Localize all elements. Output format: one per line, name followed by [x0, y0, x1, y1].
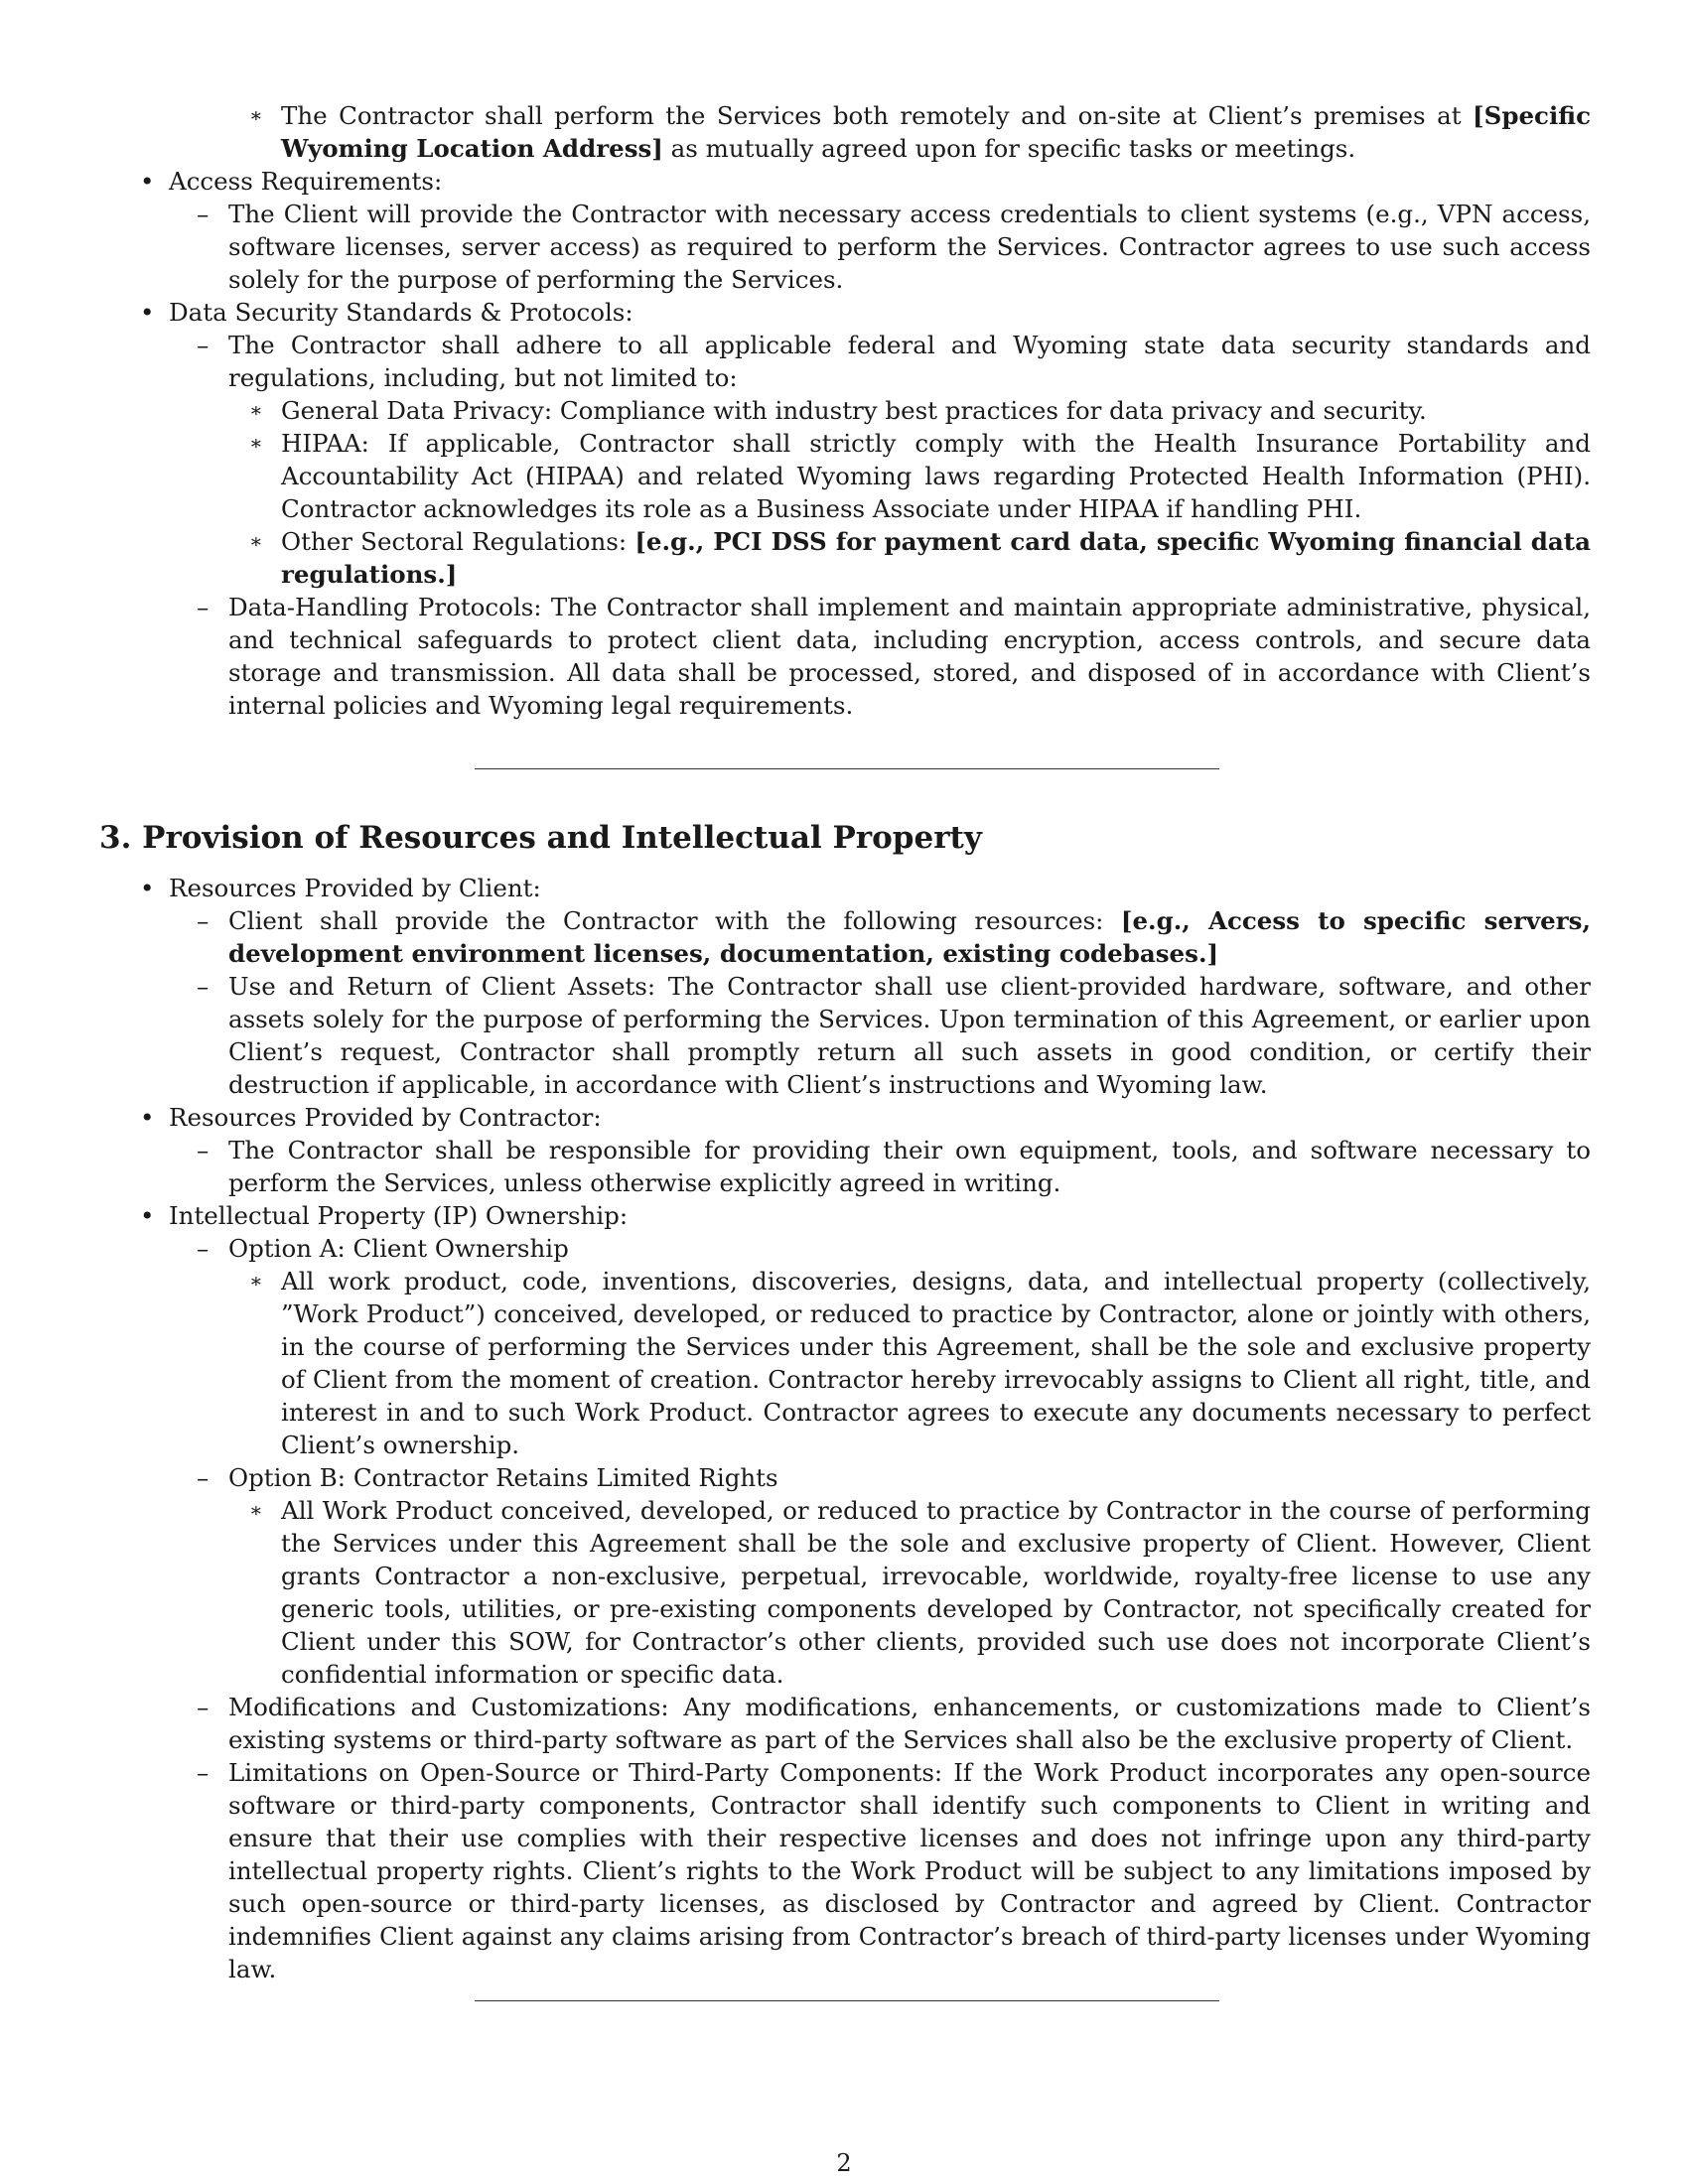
star-marker: ∗ [249, 1269, 263, 1293]
access-requirements-text: The Client will provide the Contractor with necessary access credentials to client systems (e.g., VPN access, software licenses, server access) as required to perform the Services. Contractor agrees to use such access solely for the purpose of performing the Services. [228, 200, 1591, 294]
star-marker: ∗ [249, 431, 263, 455]
dash-marker: – [197, 331, 210, 359]
ip-ownership-heading: Intellectual Property (IP) Ownership: [169, 1201, 629, 1230]
section-3-heading: 3. Provision of Resources and Intellectual Property [99, 820, 982, 856]
bullet-marker: • [140, 298, 155, 327]
dash-marker: – [197, 200, 210, 228]
dash-marker: – [197, 972, 210, 1001]
star-marker: ∗ [249, 529, 263, 553]
client-resources-placeholder: [e.g., Access to specific servers, development environment licenses, documentation, existing codebases.] [228, 906, 1591, 968]
general-privacy-text: General Data Privacy: Compliance with industry best practices for data privacy and security. [281, 396, 1427, 425]
bullet-marker: • [140, 1201, 155, 1230]
client-resources-heading: Resources Provided by Client: [169, 874, 541, 902]
hipaa-text: HIPAA: If applicable, Contractor shall strictly comply with the Health Insurance Portability and Accountability Act (HIPAA) and related Wyoming laws regarding Protected Health Information (PHI). Contractor acknowledges its role as a Business Associate under HIPAA if handling PHI. [281, 429, 1591, 523]
dash-marker: – [197, 1463, 210, 1492]
dash-marker: – [197, 593, 210, 621]
contractor-resources-heading: Resources Provided by Contractor: [169, 1103, 602, 1132]
dash-marker: – [197, 1136, 210, 1164]
option-a-text: All work product, code, inventions, discoveries, designs, data, and intellectual property (collectively, ”Work Product”) conceived, developed, or reduced to practice by Contractor, alone or jointly with others, in the course of performing the Services under this Agreement, shall be the sole and exclusive property of Client from the moment of creation. Contractor hereby irrevocably assigns to Client all right, title, and interest in and to such Work Product. Contractor agrees to execute any documents necessary to perfect Client’s ownership. [281, 1267, 1591, 1459]
data-security-text: The Contractor shall adhere to all applicable federal and Wyoming state data security standards and regulations, including, but not limited to: [228, 331, 1591, 392]
dash-marker: – [197, 1693, 210, 1721]
option-a-heading: Option A: Client Ownership [228, 1234, 569, 1263]
star-marker: ∗ [249, 103, 263, 127]
dash-marker: – [197, 1234, 210, 1263]
data-security-heading: Data Security Standards & Protocols: [169, 298, 633, 327]
client-resources-text: Client shall provide the Contractor with the following resources: [e.g., Access to specific servers, development environment licenses, documentation, existing codebases.] [228, 906, 1591, 968]
location-placeholder: [Specific Wyoming Location Address] [281, 101, 1591, 163]
access-requirements-heading: Access Requirements: [169, 167, 443, 196]
bullet-marker: • [140, 167, 155, 196]
bullet-marker: • [140, 874, 155, 902]
use-return-text: Use and Return of Client Assets: The Contractor shall use client-provided hardware, software, and other assets solely for the purpose of performing the Services. Upon termination of this Agreement, or earlier upon Client’s request, Contractor shall promptly return all such assets in good condition, or certify their destruction if applicable, in accordance with Client’s instructions and Wyoming law. [228, 972, 1591, 1099]
data-handling-text: Data-Handling Protocols: The Contractor shall implement and maintain appropriate administrative, physical, and technical safeguards to protect client data, including encryption, access controls, and secure data storage and transmission. All data shall be processed, stored, and disposed of in accordance with Client’s internal policies and Wyoming legal requirements. [228, 593, 1591, 720]
other-regulations-placeholder: [e.g., PCI DSS for payment card data, specific Wyoming financial data regulations.] [281, 527, 1591, 589]
star-marker: ∗ [249, 398, 263, 422]
bullet-marker: • [140, 1103, 155, 1132]
option-b-heading: Option B: Contractor Retains Limited Rights [228, 1463, 778, 1492]
contractor-resources-text: The Contractor shall be responsible for providing their own equipment, tools, and software necessary to perform the Services, unless otherwise explicitly agreed in writing. [228, 1136, 1591, 1197]
section-divider [475, 768, 1219, 769]
section-divider [475, 2000, 1219, 2001]
modifications-text: Modifications and Customizations: Any modifications, enhancements, or customizations made to Client’s existing systems or third-party software as part of the Services shall also be the exclusive property of Client. [228, 1693, 1591, 1754]
star-marker: ∗ [249, 1498, 263, 1522]
location-paragraph: The Contractor shall perform the Services both remotely and on-site at Client’s premises at [Specific Wyoming Location Address] as mutually agreed upon for specific tasks or meetings. [281, 101, 1591, 163]
dash-marker: – [197, 906, 210, 935]
page-number: 2 [836, 2149, 852, 2177]
other-regulations-text: Other Sectoral Regulations: [e.g., PCI DSS for payment card data, specific Wyoming financial data regulations.] [281, 527, 1591, 589]
limitations-text: Limitations on Open-Source or Third-Party Components: If the Work Product incorporates any open-source software or third-party components, Contractor shall identify such components to Client in writing and ensure that their use complies with their respective licenses and does not infringe upon any third-party intellectual property rights. Client’s rights to the Work Product will be subject to any limitations imposed by such open-source or third-party licenses, as disclosed by Contractor and agreed by Client. Contractor indemnifies Client against any claims arising from Contractor’s breach of third-party licenses under Wyoming law. [228, 1758, 1591, 1983]
dash-marker: – [197, 1758, 210, 1787]
option-b-text: All Work Product conceived, developed, or reduced to practice by Contractor in the course of performing the Services under this Agreement shall be the sole and exclusive property of Client. However, Client grants Contractor a non-exclusive, perpetual, irrevocable, worldwide, royalty-free license to use any generic tools, utilities, or pre-existing components developed by Contractor, not specifically created for Client under this SOW, for Contractor’s other clients, provided such use does not incorporate Client’s confidential information or specific data. [281, 1496, 1591, 1689]
